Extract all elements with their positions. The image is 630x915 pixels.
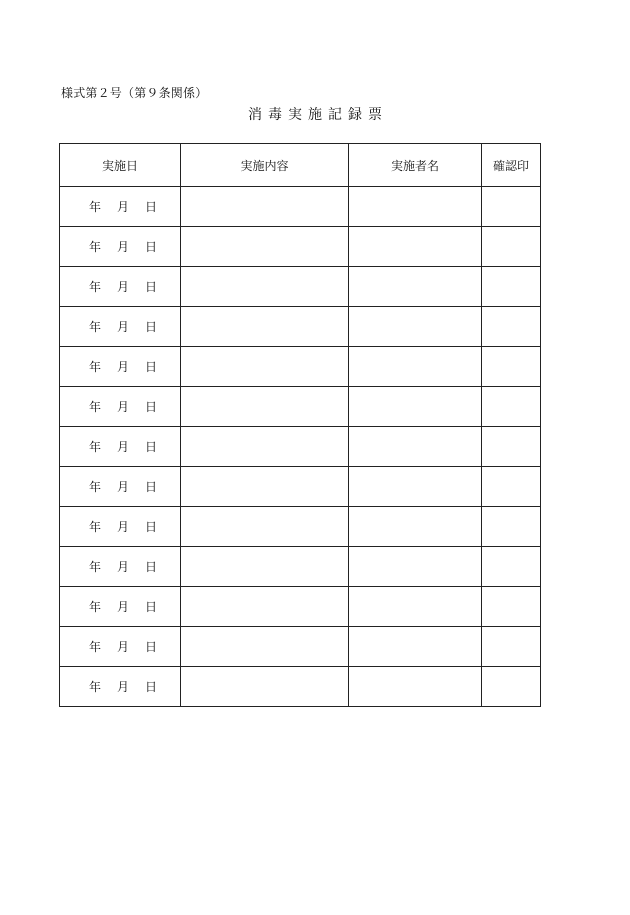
date-day-label: 日 (145, 200, 158, 214)
seal-cell[interactable] (482, 347, 541, 387)
date-month-label: 月 (116, 520, 129, 534)
date-cell[interactable] (60, 427, 181, 467)
date-fields (60, 638, 180, 655)
date-day-label: 日 (145, 320, 158, 334)
content-cell[interactable] (181, 467, 349, 507)
content-cell[interactable] (181, 587, 349, 627)
date-day-label: 日 (145, 240, 158, 254)
seal-cell[interactable] (482, 507, 541, 547)
date-fields (60, 478, 180, 495)
content-cell[interactable] (181, 227, 349, 267)
person-cell[interactable] (349, 627, 482, 667)
date-month-label: 月 (116, 680, 129, 694)
date-month-label: 月 (116, 640, 129, 654)
date-month-label: 月 (116, 240, 129, 254)
seal-cell[interactable] (482, 547, 541, 587)
date-month-label: 月 (116, 400, 129, 414)
content-cell[interactable] (181, 427, 349, 467)
date-year-label: 年 (88, 480, 101, 494)
content-cell[interactable] (181, 667, 349, 707)
date-year-label: 年 (88, 320, 101, 334)
table-row (60, 227, 541, 267)
disinfection-record-table (59, 143, 541, 707)
seal-cell[interactable] (482, 627, 541, 667)
person-cell[interactable] (349, 267, 482, 307)
date-day-label: 日 (145, 400, 158, 414)
date-year-label: 年 (88, 520, 101, 534)
content-cell[interactable] (181, 307, 349, 347)
person-cell[interactable] (349, 587, 482, 627)
date-month-label: 月 (116, 280, 129, 294)
header-seal: 確認印 (482, 144, 541, 187)
date-cell[interactable] (60, 587, 181, 627)
person-cell[interactable] (349, 227, 482, 267)
date-fields (60, 598, 180, 615)
date-cell[interactable] (60, 507, 181, 547)
content-cell[interactable] (181, 387, 349, 427)
date-fields (60, 358, 180, 375)
person-cell[interactable] (349, 507, 482, 547)
table-row (60, 387, 541, 427)
table-header-row (60, 144, 541, 187)
content-cell[interactable] (181, 347, 349, 387)
date-cell[interactable] (60, 347, 181, 387)
table-row (60, 667, 541, 707)
date-cell[interactable] (60, 467, 181, 507)
date-fields (60, 398, 180, 415)
date-fields (60, 678, 180, 695)
date-year-label: 年 (88, 280, 101, 294)
seal-cell[interactable] (482, 187, 541, 227)
seal-cell[interactable] (482, 587, 541, 627)
date-fields (60, 278, 180, 295)
date-day-label: 日 (145, 360, 158, 374)
person-cell[interactable] (349, 667, 482, 707)
date-year-label: 年 (88, 680, 101, 694)
date-cell[interactable] (60, 307, 181, 347)
date-cell[interactable] (60, 227, 181, 267)
date-cell[interactable] (60, 627, 181, 667)
date-year-label: 年 (88, 240, 101, 254)
date-year-label: 年 (88, 560, 101, 574)
header-person: 実施者名 (349, 144, 482, 187)
person-cell[interactable] (349, 347, 482, 387)
seal-cell[interactable] (482, 427, 541, 467)
date-fields (60, 318, 180, 335)
person-cell[interactable] (349, 547, 482, 587)
date-year-label: 年 (88, 400, 101, 414)
date-year-label: 年 (88, 360, 101, 374)
date-month-label: 月 (116, 560, 129, 574)
date-year-label: 年 (88, 640, 101, 654)
table-row (60, 627, 541, 667)
content-cell[interactable] (181, 547, 349, 587)
date-day-label: 日 (145, 600, 158, 614)
table-body (60, 187, 541, 707)
person-cell[interactable] (349, 387, 482, 427)
header-date: 実施日 (60, 144, 181, 187)
content-cell[interactable] (181, 187, 349, 227)
seal-cell[interactable] (482, 387, 541, 427)
person-cell[interactable] (349, 467, 482, 507)
table-row (60, 187, 541, 227)
date-month-label: 月 (116, 360, 129, 374)
date-year-label: 年 (88, 600, 101, 614)
content-cell[interactable] (181, 267, 349, 307)
seal-cell[interactable] (482, 227, 541, 267)
table-row (60, 307, 541, 347)
seal-cell[interactable] (482, 307, 541, 347)
date-day-label: 日 (145, 560, 158, 574)
table-row (60, 267, 541, 307)
content-cell[interactable] (181, 507, 349, 547)
date-cell[interactable] (60, 187, 181, 227)
date-month-label: 月 (116, 480, 129, 494)
content-cell[interactable] (181, 627, 349, 667)
date-month-label: 月 (116, 320, 129, 334)
date-year-label: 年 (88, 440, 101, 454)
table-row (60, 507, 541, 547)
form-number: 様式第２号（第９条関係） (61, 86, 208, 100)
date-day-label: 日 (145, 280, 158, 294)
date-month-label: 月 (116, 440, 129, 454)
date-month-label: 月 (116, 200, 129, 214)
document-title: 消毒実施記録票 (248, 107, 388, 123)
date-fields (60, 198, 180, 215)
table-row (60, 467, 541, 507)
table-row (60, 547, 541, 587)
date-cell[interactable] (60, 267, 181, 307)
person-cell[interactable] (349, 187, 482, 227)
date-day-label: 日 (145, 520, 158, 534)
table-row (60, 587, 541, 627)
date-month-label: 月 (116, 600, 129, 614)
table-row (60, 427, 541, 467)
date-fields (60, 558, 180, 575)
date-day-label: 日 (145, 440, 158, 454)
date-day-label: 日 (145, 640, 158, 654)
person-cell[interactable] (349, 307, 482, 347)
seal-cell[interactable] (482, 467, 541, 507)
date-day-label: 日 (145, 680, 158, 694)
seal-cell[interactable] (482, 667, 541, 707)
date-year-label: 年 (88, 200, 101, 214)
date-cell[interactable] (60, 387, 181, 427)
date-cell[interactable] (60, 667, 181, 707)
table-row (60, 347, 541, 387)
date-day-label: 日 (145, 480, 158, 494)
date-cell[interactable] (60, 547, 181, 587)
date-fields (60, 238, 180, 255)
seal-cell[interactable] (482, 267, 541, 307)
date-fields (60, 438, 180, 455)
person-cell[interactable] (349, 427, 482, 467)
header-content: 実施内容 (181, 144, 349, 187)
date-fields (60, 518, 180, 535)
